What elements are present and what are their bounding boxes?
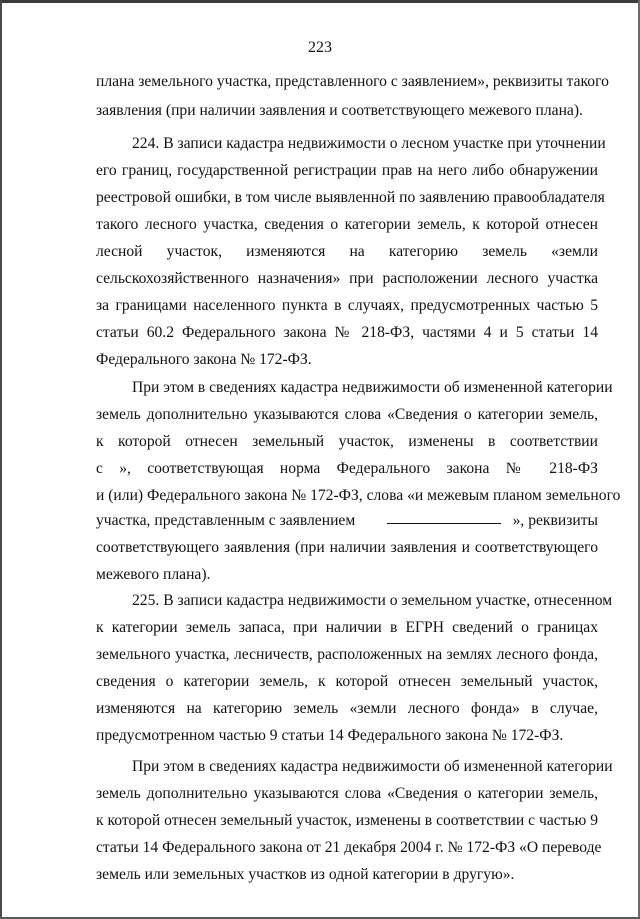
text-line: межевого плана). <box>96 566 211 583</box>
paragraph-224-start: 224. В записи кадастра недвижимости о лесном участке при уточнении <box>132 135 606 152</box>
page-edge-top <box>0 0 640 3</box>
text-line: земель дополнительно указываются слова «Сведения о категории земель, <box>96 406 598 423</box>
text-line: земель или земельных участков из одной категории в другую». <box>96 866 515 883</box>
text-line: за границами населенного пункта в случаях, предусмотренных частью 5 <box>96 297 598 314</box>
text-line: к которой отнесен земельный участок, изменены в соответствии с частью 9 <box>96 812 598 829</box>
paragraph-start: При этом в сведениях кадастра недвижимости об измененной категории <box>132 758 613 775</box>
text-line: к которой отнесен земельный участок, изменены в соответствии <box>96 433 598 450</box>
text-line: изменяются на категорию земель «земли лесного фонда» в случае, <box>96 700 598 717</box>
text-line: и (или) Федерального закона № 172-ФЗ, слова «и межевым планом земельного <box>96 487 621 504</box>
text-line: статьи 60.2 Федерального закона № 218-ФЗ, частями 4 и 5 статьи 14 <box>96 324 598 341</box>
text-line: земельного участка, лесничеств, расположенных на землях лесного фонда, <box>96 646 598 663</box>
text-line: его границ, государственной регистрации прав на него либо обнаружении <box>96 162 598 179</box>
text-line: статьи 14 Федерального закона от 21 декабря 2004 г. № 172-ФЗ «О переводе <box>96 839 602 856</box>
text-line: лесной участок, изменяются на категорию земель «земли <box>96 243 598 260</box>
paragraph-225-start: 225. В записи кадастра недвижимости о земельном участке, отнесенном <box>132 592 613 609</box>
text-line: Федерального закона № 172-ФЗ. <box>96 351 312 368</box>
text-line: с », соответствующая норма Федерального закона № 218-ФЗ <box>96 460 598 477</box>
page-number: 223 <box>308 39 332 56</box>
text-line: реестровой ошибки, в том числе выявленной по заявлению правообладателя <box>96 189 605 206</box>
text-line: участка, представленным с заявлением <box>96 512 356 529</box>
page-edge-left <box>0 0 2 919</box>
text-line: сведения о категории земель, к которой отнесен земельный участок, <box>96 673 598 690</box>
text-line: такого лесного участка, сведения о категории земель, к которой отнесен <box>96 216 598 233</box>
text-line: к категории земель запаса, при наличии в ЕГРН сведений о границах <box>96 619 598 636</box>
paragraph-start: При этом в сведениях кадастра недвижимости об измененной категории <box>132 379 613 396</box>
text-line: земель дополнительно указываются слова «Сведения о категории земель, <box>96 785 598 802</box>
text-line: предусмотренном частью 9 статьи 14 Федерального закона № 172-ФЗ. <box>96 727 564 744</box>
text-line: плана земельного участка, представленного с заявлением», реквизиты такого <box>96 73 609 90</box>
text-line: », реквизиты <box>512 512 598 529</box>
text-line: заявления (при наличии заявления и соответствующего межевого плана). <box>96 102 583 119</box>
text-line: сельскохозяйственного назначения» при расположении лесного участка <box>96 270 598 287</box>
text-line: соответствующего заявления (при наличии заявления и соответствующего <box>96 539 598 556</box>
blank-underline <box>387 523 501 524</box>
